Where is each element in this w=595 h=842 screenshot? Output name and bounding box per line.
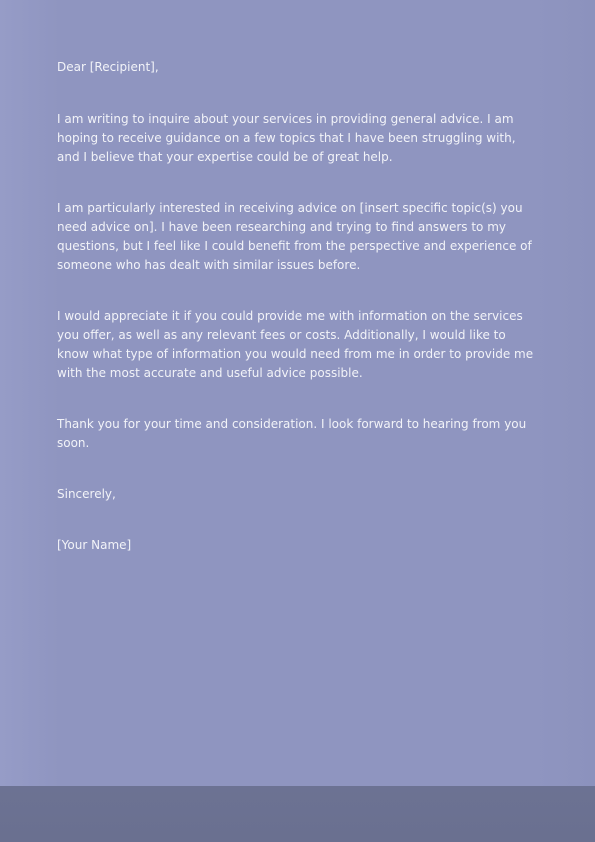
closing: Sincerely, (57, 487, 116, 501)
paragraph-topics: I am particularly interested in receiving advice on [insert specific topic(s) you need advice on]. I have been researching and trying to find answers to my questions, but I feel like I could benefit from the perspective and experience of someone who has dealt with similar issues before. (57, 201, 532, 272)
salutation: Dear [Recipient], (57, 60, 159, 74)
paragraph-services: I would appreciate it if you could provide me with information on the services you offer, as well as any relevant fees or costs. Additionally, I would like to know what type of information you would need from me in order to provide me with the most accurate and useful advice possible. (57, 309, 534, 380)
letter-body (57, 58, 539, 587)
signature: [Your Name] (57, 538, 132, 552)
footer-band (0, 786, 595, 842)
paragraph-inquiry: I am writing to inquire about your services in providing general advice. I am hoping to receive guidance on a few topics that I have been struggling with, and I believe that your expertise could be of great help. (57, 112, 516, 164)
paragraph-thanks: Thank you for your time and consideration. I look forward to hearing from you soon. (57, 417, 527, 450)
